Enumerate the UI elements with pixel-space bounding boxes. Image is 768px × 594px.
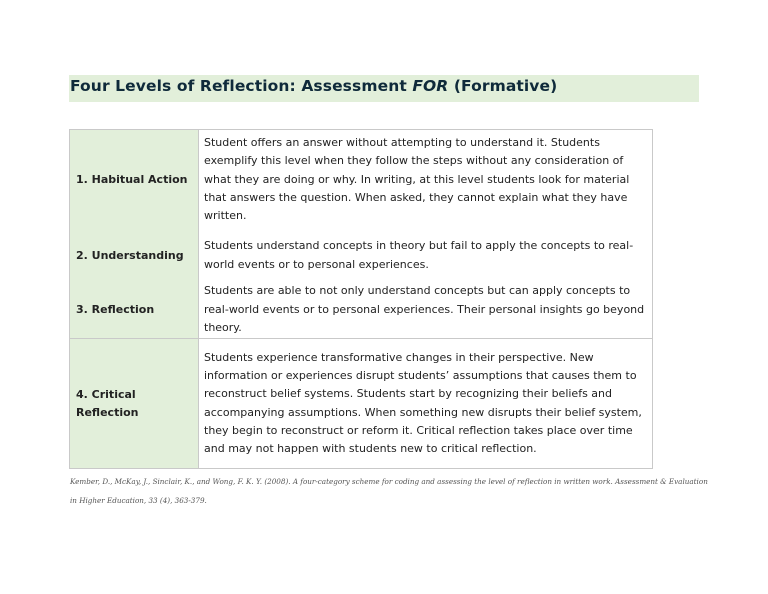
level-description: Students experience transformative changes in their perspective. New information or experiences disrupt students’ assumptions that causes them to reconstruct belief systems. Students start by recognizing their beliefs and accompanying assumptions. When something new disrupts their belief system, they begin to reconstruct or reform it. Critical reflection takes place over time and may not happen with students new to critical reflection. xyxy=(199,339,653,469)
level-description: Students understand concepts in theory but fail to apply the concepts to real-world events or to personal experiences. xyxy=(199,230,653,282)
table-row xyxy=(70,230,653,282)
level-label: 4. Critical Reflection xyxy=(70,339,199,469)
table-row xyxy=(70,130,653,230)
level-description: Student offers an answer without attempting to understand it. Students exemplify this level when they follow the steps without any consideration of what they are doing or why. In writing, at this level students look for material that answers the question. When asked, they cannot explain what they have written. xyxy=(199,130,653,230)
level-label: 1. Habitual Action xyxy=(70,130,199,230)
page-title xyxy=(70,76,557,96)
level-label: 2. Understanding xyxy=(70,230,199,282)
citation: Kember, D., McKay, J., Sinclair, K., and Wong, F. K. Y. (2008). A four-category scheme for coding and assessing the level of reflection in written work. Assessment & Evaluation in Higher Education, 33 (4), 363-379. xyxy=(70,477,708,505)
level-description: Students are able to not only understand concepts but can apply concepts to real-world events or to personal experiences. Their personal insights go beyond theory. xyxy=(199,282,653,339)
table-row xyxy=(70,339,653,469)
title-suffix: (Formative) xyxy=(448,77,558,95)
table-row xyxy=(70,282,653,339)
level-label: 3. Reflection xyxy=(70,282,199,339)
title-emphasis: FOR xyxy=(412,77,449,95)
title-prefix: Four Levels of Reflection: Assessment xyxy=(70,77,413,95)
reflection-levels-table xyxy=(69,129,653,469)
